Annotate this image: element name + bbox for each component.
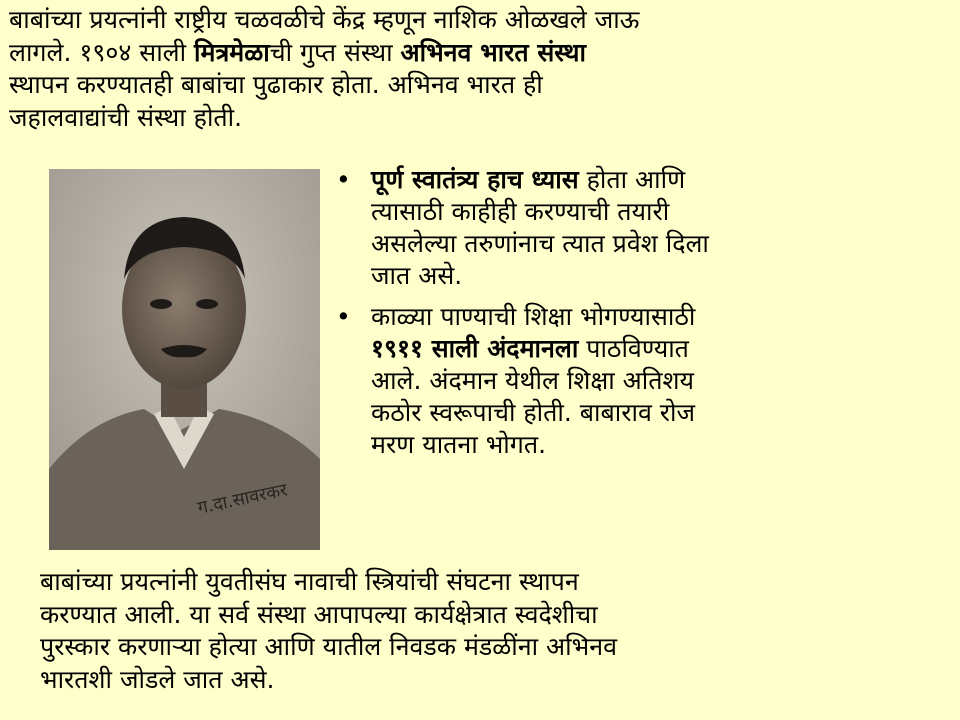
signature-text: ग.दा.सावरकर	[195, 479, 290, 519]
bullet-line: असलेल्या तरुणांनाच त्यात प्रवेश दिला	[371, 229, 709, 258]
bottom-paragraph	[40, 566, 955, 696]
bullet-marker: •	[336, 165, 351, 194]
top-paragraph-text: लागले. १९०४ साली	[9, 37, 195, 67]
top-paragraph-line-4: जहालवाद्यांची संस्था होती.	[9, 102, 243, 132]
bullet-line: जात असे.	[371, 261, 463, 290]
andaman-1911-highlight: १९११ साली अंदमानला	[371, 334, 579, 363]
abhinav-bharat-highlight: अभिनव भारत संस्था	[400, 37, 586, 67]
top-paragraph	[9, 4, 955, 134]
list-item	[336, 164, 936, 292]
left-eye	[150, 299, 172, 309]
freedom-goal-highlight: पूर्ण स्वातंत्र्य हाच ध्यास	[371, 165, 579, 194]
bullet-list	[336, 164, 936, 470]
top-paragraph-text: ची गुप्त संस्था	[269, 37, 401, 67]
bullet-line: आले. अंदमान येथील शिक्षा अतिशय	[371, 366, 695, 395]
portrait-photo	[49, 169, 320, 550]
bullet-text: पाठविण्यात	[578, 334, 689, 363]
bottom-paragraph-line-4: भारतशी जोडले जात असे.	[40, 664, 275, 694]
bullet-line: मरण यातना भोगत.	[371, 430, 547, 459]
mitramela-highlight: मित्रमेळा	[194, 37, 270, 67]
bottom-paragraph-line-1: बाबांच्या प्रयत्नांनी युवतीसंघ नावाची स्त्रियांची संघटना स्थापन	[40, 567, 579, 596]
bullet-line	[371, 164, 936, 196]
bottom-paragraph-line-3: पुरस्कार करणाऱ्या होत्या आणि यातील निवडक मंडळींना अभिनव	[40, 632, 617, 661]
bullet-line: त्यासाठी काहीही करण्याची तयारी	[371, 197, 670, 226]
top-paragraph-line-1: बाबांच्या प्रयत्नांनी राष्ट्रीय चळवळीचे केंद्र म्हणून नाशिक ओळखले जाऊ	[9, 5, 640, 34]
top-paragraph-line-3: स्थापन करण्यातही बाबांचा पुढाकार होता. अभिनव भारत ही	[9, 70, 543, 99]
bullet-line	[371, 333, 936, 365]
portrait-illustration	[49, 169, 320, 550]
right-eye	[196, 299, 218, 309]
bottom-paragraph-line-2: करण्यात आली. या सर्व संस्था आपापल्या कार्यक्षेत्रात स्वदेशीचा	[40, 599, 598, 629]
bullet-marker: •	[336, 302, 351, 331]
bullet-line: कठोर स्वरूपाची होती. बाबाराव रोज	[371, 398, 696, 427]
bullet-text: होता आणि	[578, 165, 686, 194]
bullet-line: काळ्या पाण्याची शिक्षा भोगण्यासाठी	[371, 302, 696, 331]
top-paragraph-line-2	[9, 37, 955, 70]
list-item	[336, 301, 936, 461]
